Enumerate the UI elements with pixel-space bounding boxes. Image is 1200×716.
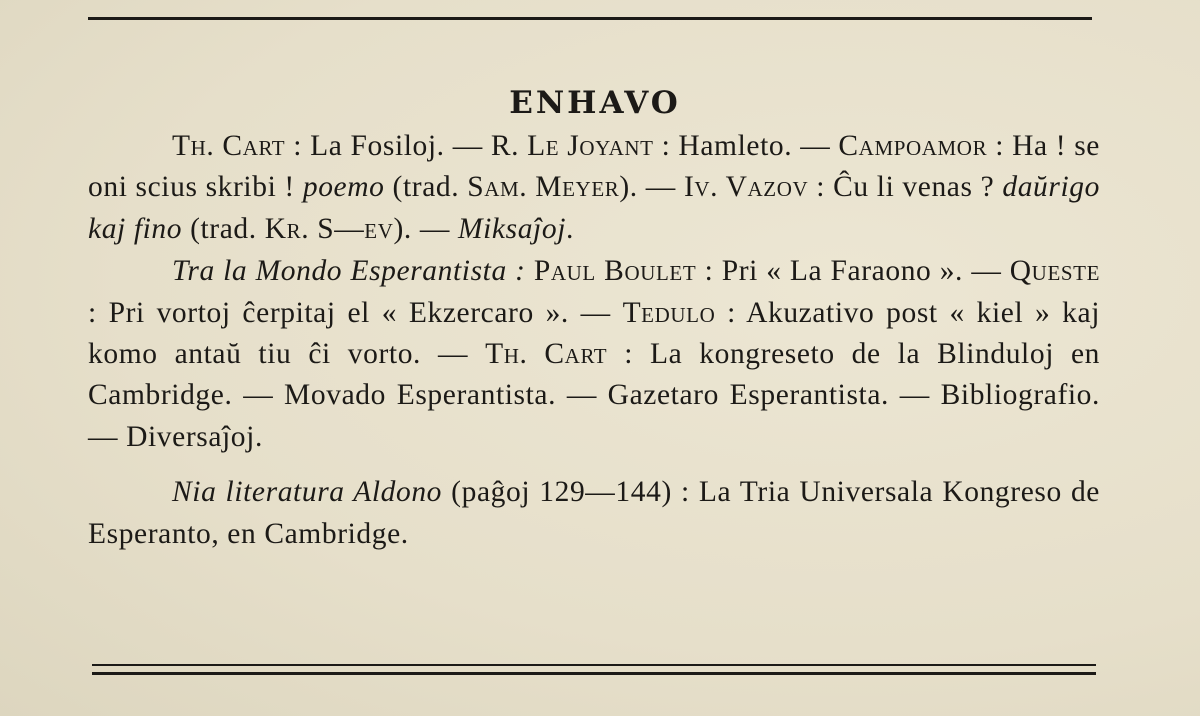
text-run: : La Fosiloj. — (285, 130, 491, 162)
text-run: Th. Cart (172, 130, 286, 162)
text-run: : Ha ! se oni scius skribi ! (88, 130, 1100, 204)
text-run: Th. Cart (485, 338, 608, 371)
text-run: Tedulo (622, 296, 716, 329)
bottom-rule-thick (92, 672, 1096, 675)
text-run: Queste (1009, 255, 1101, 288)
page-title: ENHAVO (509, 84, 681, 121)
text-run: Sam. Meyer (467, 171, 620, 204)
text-run: Campoamor (838, 130, 988, 162)
text-run: . (566, 212, 574, 245)
text-run: R. Le Joyant (490, 130, 654, 162)
bottom-rule-thin (92, 664, 1096, 666)
contents-paragraph-1 (88, 126, 1100, 250)
text-run: : Hamleto. — (653, 130, 839, 162)
text-run: Tra la Mondo Esperantista : (172, 255, 526, 288)
contents-body (88, 126, 1100, 555)
text-run: daŭrigo kaj fino (88, 171, 1100, 245)
top-rule (88, 17, 1092, 20)
contents-paragraph-3 (88, 472, 1100, 555)
text-run: ). — (619, 171, 684, 204)
text-run: Miksaĵoj (457, 212, 566, 245)
text-run: Kr. S—ev (264, 212, 394, 245)
contents-paragraph-2 (88, 251, 1100, 458)
text-run: (paĝoj 129—144) : La Tria Universala Kongreso de Esperanto, en Cambridge. (88, 476, 1100, 550)
text-run: : La kongreseto de la Blinduloj en Cambridge. — Movado Esperantista. — Gazetaro Esperantista. — Bibliografio. — Diversaĵoj. (88, 338, 1101, 453)
text-run: : Pri « La Faraono ». — (696, 255, 1010, 288)
text-run (526, 255, 534, 287)
text-run: ). — (393, 212, 458, 245)
text-run: poemo (302, 171, 385, 204)
text-run: Nia literatura Aldono (172, 476, 443, 509)
text-run: Paul Boulet (533, 255, 697, 288)
text-run: (trad. (384, 171, 468, 204)
text-run: : Akuzativo post « kiel » kaj komo antaŭ tiu ĉi vorto. — (88, 296, 1101, 371)
text-run: : Ĉu li venas ? (808, 171, 1003, 204)
text-run: (trad. (182, 212, 265, 245)
text-run: : Pri vortoj ĉerpitaj el « Ekzercaro ». — (88, 296, 623, 329)
text-run: Iv. Vazov (683, 171, 809, 204)
